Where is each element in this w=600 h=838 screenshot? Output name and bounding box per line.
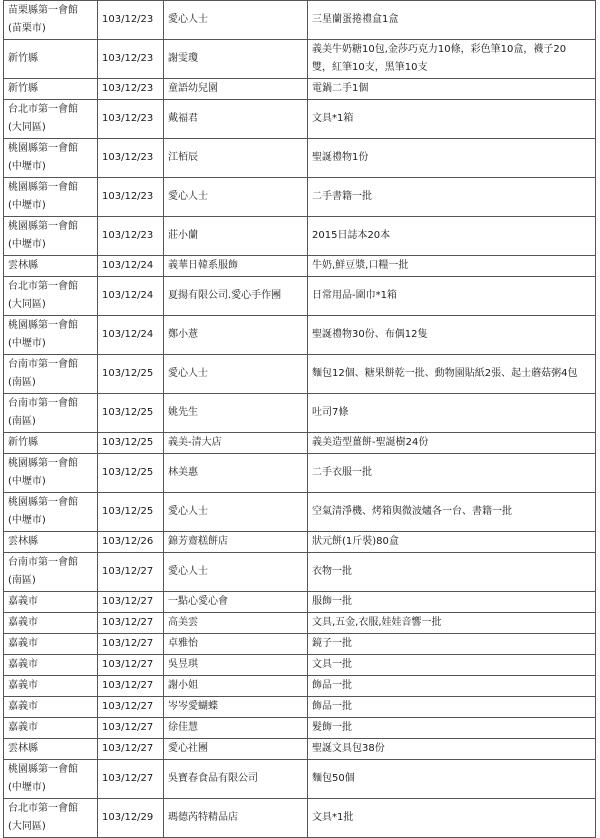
donor-cell: 莊小蘭 [164, 217, 308, 256]
items-line: 狀元餅(1斤裝)80盒 [312, 536, 399, 547]
date-cell: 103/12/25 [98, 454, 164, 493]
donor-cell: 愛心人士 [164, 553, 308, 592]
region-line: (南區) [8, 416, 36, 427]
date-cell: 103/12/23 [98, 178, 164, 217]
donor-cell: 鄭小薏 [164, 316, 308, 355]
table-row [4, 40, 596, 79]
region-line: 新竹縣 [8, 83, 38, 94]
table-row [4, 655, 596, 676]
donor-cell: 戴福君 [164, 100, 308, 139]
region-line: 台北市第一會館 [8, 104, 78, 115]
items-cell [308, 100, 596, 139]
region-line: 嘉義市 [8, 722, 38, 733]
region-line: (中壢市) [8, 239, 46, 250]
items-line: 三星蘭蛋捲禮盒1盒 [312, 14, 399, 25]
region-line: 桃園縣第一會館 [8, 497, 78, 508]
donor-cell: 愛心人士 [164, 355, 308, 394]
region-line: 雲林縣 [8, 743, 38, 754]
region-line: 桃園縣第一會館 [8, 143, 78, 154]
table-row [4, 139, 596, 178]
items-line: 義美造型薑餅-聖誕樹24份 [312, 437, 429, 448]
date-cell: 103/12/27 [98, 739, 164, 760]
date-cell: 103/12/24 [98, 256, 164, 277]
donor-cell: 愛心社團 [164, 739, 308, 760]
donor-cell: 義華日韓系服飾 [164, 256, 308, 277]
region-cell [4, 760, 98, 799]
table-row [4, 394, 596, 433]
items-line: 日常用品-圍巾*1箱 [312, 290, 397, 301]
items-line: 牛奶,鮮豆漿,口糧一批 [312, 260, 409, 271]
donor-cell: 吳昱琪 [164, 655, 308, 676]
items-cell [308, 355, 596, 394]
region-line: 台南市第一會館 [8, 398, 78, 409]
region-line: 台南市第一會館 [8, 359, 78, 370]
table-row [4, 634, 596, 655]
items-line: 二手衣服一批 [312, 467, 372, 478]
table-row [4, 316, 596, 355]
donation-table [3, 0, 596, 838]
region-cell [4, 316, 98, 355]
donor-cell: 岑岑愛蝴蝶 [164, 697, 308, 718]
region-cell [4, 139, 98, 178]
date-cell: 103/12/25 [98, 493, 164, 532]
items-line: 衣物一批 [312, 566, 352, 577]
region-line: 台北市第一會館 [8, 281, 78, 292]
items-line: 聖誕禮物1份 [312, 152, 369, 163]
items-line: 2015日誌本20本 [312, 230, 391, 241]
items-line: 二手書籍一批 [312, 191, 372, 202]
items-cell [308, 655, 596, 676]
donor-cell: 瑪德芮特精品店 [164, 799, 308, 838]
date-cell: 103/12/29 [98, 799, 164, 838]
donor-cell: 高美雲 [164, 613, 308, 634]
region-line: 新竹縣 [8, 53, 38, 64]
date-cell: 103/12/25 [98, 355, 164, 394]
donor-cell: 江栢辰 [164, 139, 308, 178]
items-line: 文具*1箱 [312, 113, 354, 124]
region-cell [4, 454, 98, 493]
items-line: 聖誕禮物30份、布偶12隻 [312, 329, 428, 340]
region-cell [4, 217, 98, 256]
date-cell: 103/12/26 [98, 532, 164, 553]
items-line: 文具,五金,衣服,娃娃音響一批 [312, 617, 442, 628]
table-row [4, 454, 596, 493]
region-line: (南區) [8, 377, 36, 388]
region-line: 雲林縣 [8, 260, 38, 271]
table-row [4, 79, 596, 100]
date-cell: 103/12/27 [98, 676, 164, 697]
region-line: 嘉義市 [8, 659, 38, 670]
items-cell [308, 493, 596, 532]
table-row [4, 553, 596, 592]
date-cell: 103/12/27 [98, 613, 164, 634]
items-line: 麵包50個 [312, 773, 355, 784]
items-cell [308, 613, 596, 634]
items-cell [308, 433, 596, 454]
items-cell [308, 553, 596, 592]
items-cell [308, 634, 596, 655]
date-cell: 103/12/27 [98, 718, 164, 739]
region-cell [4, 277, 98, 316]
donor-cell: 林美惠 [164, 454, 308, 493]
date-cell: 103/12/25 [98, 394, 164, 433]
items-cell [308, 316, 596, 355]
date-cell: 103/12/23 [98, 1, 164, 40]
date-cell: 103/12/23 [98, 40, 164, 79]
region-line: 桃園縣第一會館 [8, 458, 78, 469]
items-cell [308, 799, 596, 838]
region-line: (南區) [8, 575, 36, 586]
region-line: 台北市第一會館 [8, 803, 78, 814]
region-line: 嘉義市 [8, 638, 38, 649]
items-cell [308, 592, 596, 613]
items-cell [308, 718, 596, 739]
items-cell [308, 217, 596, 256]
items-cell [308, 739, 596, 760]
items-line: 雙，紅筆10支，黑筆10支 [312, 62, 428, 73]
region-cell [4, 592, 98, 613]
items-line: 髮飾一批 [312, 722, 352, 733]
donor-cell: 謝小姐 [164, 676, 308, 697]
date-cell: 103/12/27 [98, 655, 164, 676]
items-line: 空氣清淨機、烤箱與微波爐各一台、書籍一批 [312, 506, 512, 517]
table-row [4, 178, 596, 217]
region-cell [4, 256, 98, 277]
date-cell: 103/12/27 [98, 697, 164, 718]
items-cell [308, 277, 596, 316]
table-row [4, 355, 596, 394]
region-cell [4, 79, 98, 100]
region-cell [4, 739, 98, 760]
items-cell [308, 256, 596, 277]
table-row [4, 697, 596, 718]
region-cell [4, 676, 98, 697]
region-line: (中壢市) [8, 515, 46, 526]
donor-cell: 吳寶春食品有限公司 [164, 760, 308, 799]
region-cell [4, 799, 98, 838]
items-cell [308, 697, 596, 718]
items-line: 義美牛奶糖10包,金莎巧克力10條，彩色筆10盒，襪子20 [312, 44, 567, 55]
items-cell [308, 454, 596, 493]
date-cell: 103/12/23 [98, 217, 164, 256]
region-line: 桃園縣第一會館 [8, 182, 78, 193]
region-line: (中壢市) [8, 782, 46, 793]
table-row [4, 100, 596, 139]
region-cell [4, 655, 98, 676]
region-line: (中壢市) [8, 476, 46, 487]
items-line: 飾品一批 [312, 701, 352, 712]
date-cell: 103/12/25 [98, 433, 164, 454]
region-line: (苗栗市) [8, 23, 46, 34]
date-cell: 103/12/27 [98, 553, 164, 592]
region-line: 雲林縣 [8, 536, 38, 547]
region-line: 桃園縣第一會館 [8, 320, 78, 331]
region-cell [4, 532, 98, 553]
donor-cell: 一點心愛心會 [164, 592, 308, 613]
table-row [4, 433, 596, 454]
table-row [4, 718, 596, 739]
region-cell [4, 394, 98, 433]
date-cell: 103/12/23 [98, 79, 164, 100]
items-cell [308, 40, 596, 79]
region-cell [4, 697, 98, 718]
donor-cell: 愛心人士 [164, 493, 308, 532]
table-row [4, 613, 596, 634]
items-cell [308, 760, 596, 799]
region-line: 嘉義市 [8, 596, 38, 607]
items-line: 文具*1批 [312, 812, 354, 823]
donor-cell: 姚先生 [164, 394, 308, 433]
items-cell [308, 139, 596, 178]
table-row [4, 1, 596, 40]
region-line: 台南市第一會館 [8, 557, 78, 568]
items-line: 電鍋二手1個 [312, 83, 369, 94]
donor-cell: 愛心人士 [164, 1, 308, 40]
table-row [4, 799, 596, 838]
region-cell [4, 613, 98, 634]
items-line: 鏡子一批 [312, 638, 352, 649]
items-cell [308, 79, 596, 100]
table-row [4, 760, 596, 799]
region-cell [4, 634, 98, 655]
table-row [4, 493, 596, 532]
region-line: 桃園縣第一會館 [8, 221, 78, 232]
region-line: (大同區) [8, 122, 46, 133]
donor-cell: 錦芳齋糕餅店 [164, 532, 308, 553]
date-cell: 103/12/27 [98, 634, 164, 655]
donor-cell: 童語幼兒園 [164, 79, 308, 100]
items-cell [308, 394, 596, 433]
date-cell: 103/12/27 [98, 760, 164, 799]
table-row [4, 217, 596, 256]
date-cell: 103/12/24 [98, 316, 164, 355]
items-line: 文具一批 [312, 659, 352, 670]
items-line: 飾品一批 [312, 680, 352, 691]
region-line: (大同區) [8, 821, 46, 832]
date-cell: 103/12/23 [98, 100, 164, 139]
items-cell [308, 532, 596, 553]
region-line: (中壢市) [8, 338, 46, 349]
date-cell: 103/12/24 [98, 277, 164, 316]
donor-cell: 徐佳慧 [164, 718, 308, 739]
donor-cell: 義美-清大店 [164, 433, 308, 454]
region-line: (中壢市) [8, 200, 46, 211]
donation-table-body [4, 1, 596, 838]
region-line: (中壢市) [8, 161, 46, 172]
items-line: 聖誕文具包38份 [312, 743, 385, 754]
items-line: 吐司7條 [312, 407, 349, 418]
region-cell [4, 493, 98, 532]
region-line: 嘉義市 [8, 617, 38, 628]
table-row [4, 532, 596, 553]
items-cell [308, 178, 596, 217]
region-cell [4, 1, 98, 40]
items-line: 服飾一批 [312, 596, 352, 607]
region-line: 新竹縣 [8, 437, 38, 448]
donor-cell: 夏揚有限公司.愛心手作團 [164, 277, 308, 316]
table-row [4, 739, 596, 760]
region-cell [4, 433, 98, 454]
table-row [4, 592, 596, 613]
region-line: 桃園縣第一會館 [8, 764, 78, 775]
items-cell [308, 1, 596, 40]
items-cell [308, 676, 596, 697]
region-cell [4, 40, 98, 79]
region-line: 苗栗縣第一會館 [8, 5, 78, 16]
region-line: (大同區) [8, 299, 46, 310]
table-row [4, 676, 596, 697]
region-cell [4, 355, 98, 394]
table-row [4, 277, 596, 316]
region-line: 嘉義市 [8, 701, 38, 712]
items-line: 麵包12個、糖果餅乾一批、動物園貼紙2張、起士蘑菇粥4包 [312, 368, 578, 379]
table-row [4, 256, 596, 277]
region-cell [4, 718, 98, 739]
region-cell [4, 178, 98, 217]
region-cell [4, 100, 98, 139]
donor-cell: 愛心人士 [164, 178, 308, 217]
donor-cell: 卓雅怡 [164, 634, 308, 655]
donor-cell: 謝雯瓊 [164, 40, 308, 79]
region-line: 嘉義市 [8, 680, 38, 691]
date-cell: 103/12/27 [98, 592, 164, 613]
date-cell: 103/12/23 [98, 139, 164, 178]
region-cell [4, 553, 98, 592]
